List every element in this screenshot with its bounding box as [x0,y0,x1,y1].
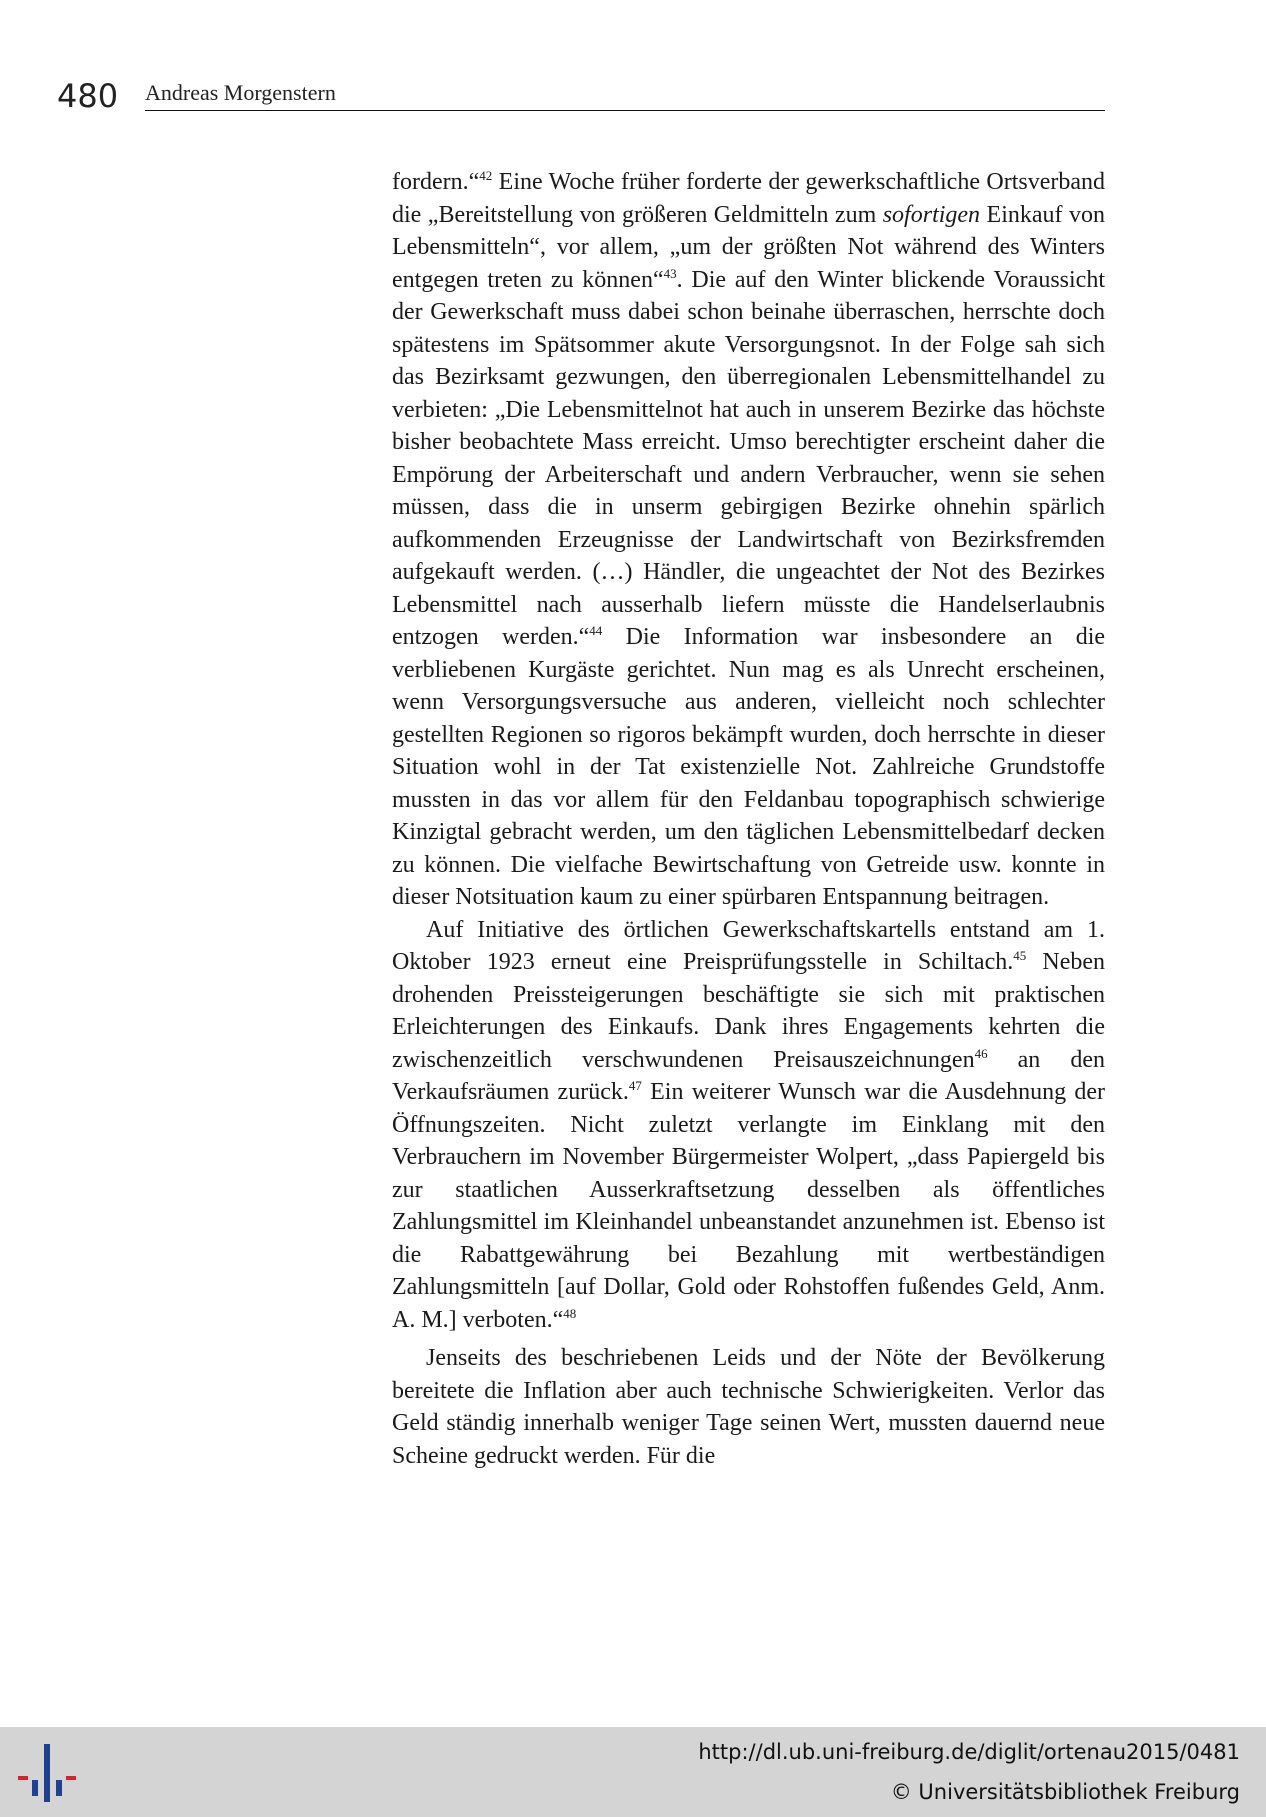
header-rule [145,110,1105,111]
logo-bar-right [56,1780,62,1796]
text-run: . Die auf den Winter blickende Voraussicht der Gewerkschaft muss dabei schon beinahe überraschen, herrschte doch spätestens im Spätsommer akute Versorgungsnot. In der Folge sah sich das Bezirksamt gezwungen, den überregionalen Lebensmittelhandel zu verbieten: „Die Lebensmittelnot hat auch in unserem Bezirke das höchste bisher beobachtete Mass erreicht. Umso berechtigter erscheint daher die Empörung der Arbeiterschaft und andern Verbraucher, wenn sie sehen müssen, dass die in unserm gebirgigen Bezirke ohnehin spärlich aufkommenden Erzeugnisse der Landwirtschaft von Bezirksfremden aufgekauft werden. (…) Händler, die ungeachtet der Not des Bezirkes Lebensmittel nach ausserhalb liefern müsste die Handelserlaubnis entzogen werden.“ [392,266,1105,650]
logo-dash-right [66,1776,76,1780]
footnote-ref-43[interactable]: 43 [663,265,677,281]
page-header [57,76,1105,116]
footnote-ref-48[interactable]: 48 [563,1305,577,1321]
footnote-ref-42[interactable]: 42 [479,168,493,183]
text-run: Jenseits des beschriebenen Leids und der Nöte der Bevölkerung bereitete die Inflation aber auch technische Schwierigkeiten. Verlor das Geld ständig innerhalb weniger Tage seinen Wert, mussten dauernd neue Scheine gedruckt werden. Für die [392,1345,1105,1469]
text-run: fordern.“ [392,169,480,195]
paragraph-2 [392,914,1105,1337]
text-run: an den Verkaufsräumen zurück. [392,1046,1105,1105]
text-run: Einkauf von Lebensmitteln“, vor allem, „um der größten Not während des Winters entgegen treten zu können“ [392,201,1105,293]
text-run: Ein weiterer Wunsch war die Ausdehnung der Öffnungszeiten. Nicht zuletzt verlangte im Einklang mit den Verbrauchern im November Bürgermeister Wolpert, „dass Papiergeld bis zur staatlichen Ausserkraftsetzung desselben als öffentliches Zahlungsmittel im Kleinhandel unbeanstandet anzunehmen ist. Ebenso ist die Rabattgewährung bei Bezahlung mit wertbeständigen Zahlungsmitteln [auf Dollar, Gold oder Rohstoffen fußendes Geld, Anm. A. M.] verboten.“ [392,1079,1105,1333]
footer-url-link[interactable]: http://dl.ub.uni-freiburg.de/diglit/ortenau2015/0481 [698,1740,1240,1764]
footnote-ref-44[interactable]: 44 [589,623,603,638]
logo-bar-left [32,1780,38,1796]
footer-copyright: © Universitätsbibliothek Freiburg [890,1780,1240,1804]
logo-dash-left [18,1776,28,1780]
paragraph-3 [392,1342,1105,1472]
footnote-ref-46[interactable]: 46 [974,1045,988,1061]
page-number: 480 [57,77,119,115]
text-run: Auf Initiative des örtlichen Gewerkschaftskartells entstand am 1. Oktober 1923 erneut eine Preisprüfungsstelle in Schiltach. [392,916,1105,975]
footnote-ref-45[interactable]: 45 [1013,948,1027,963]
text-run: Die Information war insbesondere an die verbliebenen Kurgäste gerichtet. Nun mag es als Unrecht erscheinen, wenn Versorgungsversuche aus anderen, vielleicht noch schlechter gestellten Regionen so rigoros bekämpft wurden, doch herrschte in dieser Situation wohl in der Tat existenzielle Not. Zahlreiche Grundstoffe mussten in das vor allem für den Feldanbau topographisch schwierige Kinzigtal gebracht werden, um den täglichen Lebensmittelbedarf decken zu können. Die vielfache Bewirtschaftung von Getreide usw. konnte in dieser Notsituation kaum zu einer spürbaren Entspannung beitragen. [392,624,1106,910]
paragraph-1 [392,166,1105,914]
text-run: Neben drohenden Preissteigerungen beschäftigte sie sich mit praktischen Erleichterungen des Einkaufs. Dank ihres Engagements kehrten die zwischenzeitlich verschwundenen Preisauszeichnungen [392,949,1106,1073]
library-logo-icon [16,1742,78,1804]
text-run: Eine Woche früher forderte der gewerkschaftliche Ortsverband die „Bereitstellung von größeren Geldmitteln zum [392,169,1105,228]
logo-bar-center [44,1744,50,1802]
footer-band [0,1727,1266,1817]
running-head-author: Andreas Morgenstern [145,80,336,105]
footnote-ref-47[interactable]: 47 [628,1078,642,1093]
body-text [392,166,1105,1472]
emphasis: sofortigen [882,201,981,228]
